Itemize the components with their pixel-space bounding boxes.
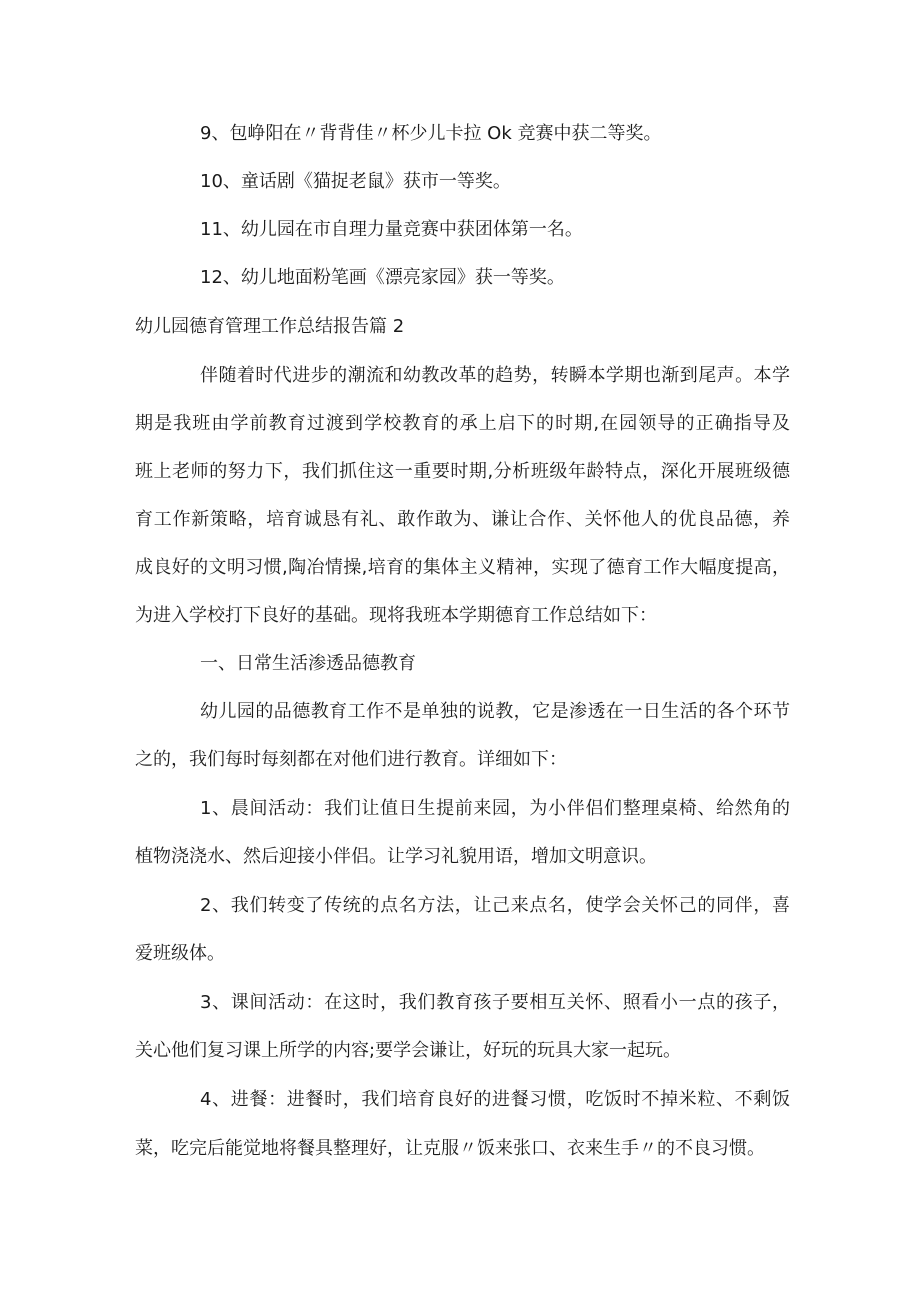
item4-line-1: 4、进餐：进餐时，我们培育良好的进餐习惯，吃饭时不掉米粒、不剩饭: [200, 1089, 790, 1110]
award-item-11: 11、幼儿园在市自理力量竞赛中获团体第一名。: [200, 219, 583, 240]
intro-line-1: 伴随着时代进步的潮流和幼教改革的趋势，转瞬本学期也渐到尾声。本学: [200, 365, 790, 386]
daily-line-1: 幼儿园的品德教育工作不是单独的说教，它是渗透在一日生活的各个环节: [200, 701, 790, 722]
intro-line-3: 班上老师的努力下，我们抓住这一重要时期,分析班级年龄特点，深化开展班级德: [135, 461, 790, 482]
intro-line-6: 为进入学校打下良好的基础。现将我班本学期德育工作总结如下：: [135, 605, 657, 626]
item1-line-2: 植物浇浇水、然后迎接小伴侣。让学习礼貌用语，增加文明意识。: [135, 846, 657, 867]
section-title: 幼儿园德育管理工作总结报告篇 2: [135, 316, 405, 337]
item3-line-1: 3、课间活动：在这时，我们教育孩子要相互关怀、照看小一点的孩子，: [200, 992, 790, 1013]
intro-line-4: 育工作新策略，培育诚恳有礼、敢作敢为、谦让合作、关怀他人的优良品德，养: [135, 509, 790, 530]
award-item-10: 10、童话剧《猫捉老鼠》获市一等奖。: [200, 171, 511, 192]
intro-line-2: 期是我班由学前教育过渡到学校教育的承上启下的时期,在园领导的正确指导及: [135, 413, 790, 434]
item3-line-2: 关心他们复习课上所学的内容;要学会谦让，好玩的玩具大家一起玩。: [135, 1040, 682, 1061]
item4-line-2: 菜，吃完后能觉地将餐具整理好，让克服〃饭来张口、衣来生手〃的不良习惯。: [135, 1138, 765, 1159]
daily-line-2: 之的，我们每时每刻都在对他们进行教育。详细如下：: [135, 749, 567, 770]
intro-line-5: 成良好的文明习惯,陶冶情操,培育的集体主义精神，实现了德育工作大幅度提高，: [135, 557, 790, 578]
item2-line-2: 爱班级体。: [135, 943, 225, 964]
award-item-12: 12、幼儿地面粉笔画《漂亮家园》获一等奖。: [200, 267, 565, 288]
item2-line-1: 2、我们转变了传统的点名方法，让己来点名，使学会关怀己的同伴，喜: [200, 895, 790, 916]
subheading: 一、日常生活渗透品德教育: [200, 653, 416, 674]
award-item-9: 9、包峥阳在〃背背佳〃杯少儿卡拉 Ok 竞赛中获二等奖。: [200, 123, 662, 144]
item1-line-1: 1、晨间活动：我们让值日生提前来园，为小伴侣们整理桌椅、给然角的: [200, 798, 790, 819]
